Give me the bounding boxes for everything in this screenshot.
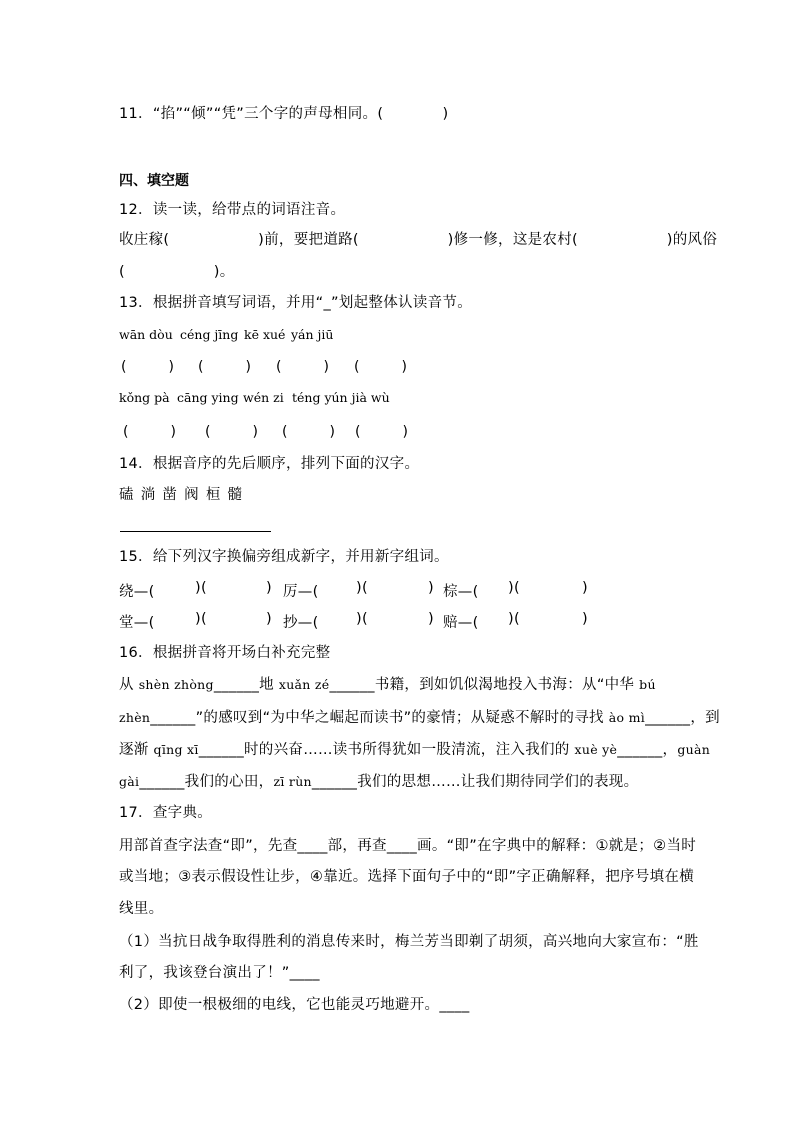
answer-blank: ( ) xyxy=(282,424,335,440)
question-17-s1a: （1）当抗日战争取得胜利的消息传来时，梅兰芳当即剃了胡须，高兴地向大家宣布：“胜 xyxy=(119,934,699,950)
pinyin-wenzi: wén zi xyxy=(243,390,284,405)
q15-item: 厉—( xyxy=(283,584,319,600)
answer-underline xyxy=(120,531,271,532)
pinyin-cangying: cāng ying xyxy=(177,390,239,405)
answer-blank: ( ) xyxy=(276,359,329,375)
pinyin-kongpa: kǒng pà xyxy=(119,390,170,405)
question-11: 11．“掐”“倾”“凭”三个字的声母相同。( ) xyxy=(119,106,449,122)
question-12-line1: 收庄稼( )前，要把道路( )修一修，这是农村( )的风俗 xyxy=(119,232,718,248)
answer-blank: ( ) xyxy=(121,359,174,375)
question-16-line1: 从 shèn zhòng______地 xuǎn zé______书籍，到如饥似渴地投入书海：从“中华 bú xyxy=(119,677,656,693)
pinyin-yanjiu: yán jiū xyxy=(291,327,334,342)
question-17-p2: 或当地；③表示假设性让步，④靠近。选择下面句子中的“即”字正确解释，把序号填在横 xyxy=(119,869,695,885)
answer-blank: ( ) xyxy=(354,359,407,375)
q15-item: ) xyxy=(266,611,272,627)
q15-item: 棕—( xyxy=(443,584,479,600)
q15-item: )( xyxy=(508,580,520,596)
q15-item: ) xyxy=(582,611,588,627)
pinyin-cengjing: céng jīng xyxy=(180,327,239,342)
q15-item: )( xyxy=(195,611,207,627)
q15-item: ) xyxy=(266,580,272,596)
question-16-title: 16．根据拼音将开场白补充完整 xyxy=(119,645,331,661)
pinyin-tengyunjiawu: téng yún jià wù xyxy=(292,390,390,405)
q15-item: 抄—( xyxy=(283,615,319,631)
question-16-line2: zhèn______”的感叹到“为中华之崛起而读书”的豪情；从疑惑不解时的寻找 ào mì______，到 xyxy=(119,710,720,726)
pinyin-wandou: wān dòu xyxy=(119,327,173,342)
question-14-chars: 磕 淌 凿 阀 桓 髓 xyxy=(119,487,243,503)
question-13-title: 13．根据拼音填写词语，并用“_”划起整体认读音节。 xyxy=(119,295,473,311)
q15-item: )( xyxy=(508,611,520,627)
q15-item: )( xyxy=(356,580,368,596)
question-16-line4: gài______我们的心田，zī rùn______我们的思想……让我们期待同学们的表现。 xyxy=(119,774,639,790)
q15-item: 绕—( xyxy=(119,584,155,600)
q15-item: ) xyxy=(428,580,434,596)
question-17-s1b: 利了，我该登台演出了！”____ xyxy=(119,965,320,981)
q15-item: 堂—( xyxy=(119,615,155,631)
question-14-title: 14．根据音序的先后顺序，排列下面的汉字。 xyxy=(119,456,420,472)
section-title: 四、填空题 xyxy=(119,173,189,189)
question-17-s2: （2）即使一根极细的电线，它也能灵巧地避开。____ xyxy=(119,997,470,1013)
q15-item: ) xyxy=(582,580,588,596)
answer-blank: ( ) xyxy=(205,424,258,440)
q15-item: ) xyxy=(428,611,434,627)
answer-blank: ( ) xyxy=(198,359,251,375)
q15-item: )( xyxy=(356,611,368,627)
question-17-title: 17．查字典。 xyxy=(119,805,213,821)
question-16-line3: 逐渐 qīng xī______时的兴奋……读书所得犹如一股清流，注入我们的 xuè yè______，guàn xyxy=(119,742,711,758)
question-12-title: 12．读一读，给带点的词语注音。 xyxy=(119,202,346,218)
answer-blank: ( ) xyxy=(123,424,176,440)
question-17-p1: 用部首查字法查“即”，先查____部，再查____画。“即”在字典中的解释：①就是；②当时 xyxy=(119,838,697,854)
q15-item: )( xyxy=(195,580,207,596)
question-12-line2: ( )。 xyxy=(119,264,235,280)
question-17-p3: 线里。 xyxy=(119,901,164,917)
question-15-title: 15．给下列汉字换偏旁组成新字，并用新字组词。 xyxy=(119,549,449,565)
pinyin-kexue: kē xué xyxy=(244,327,286,342)
answer-blank: ( ) xyxy=(355,424,408,440)
q15-item: 赔—( xyxy=(443,615,479,631)
